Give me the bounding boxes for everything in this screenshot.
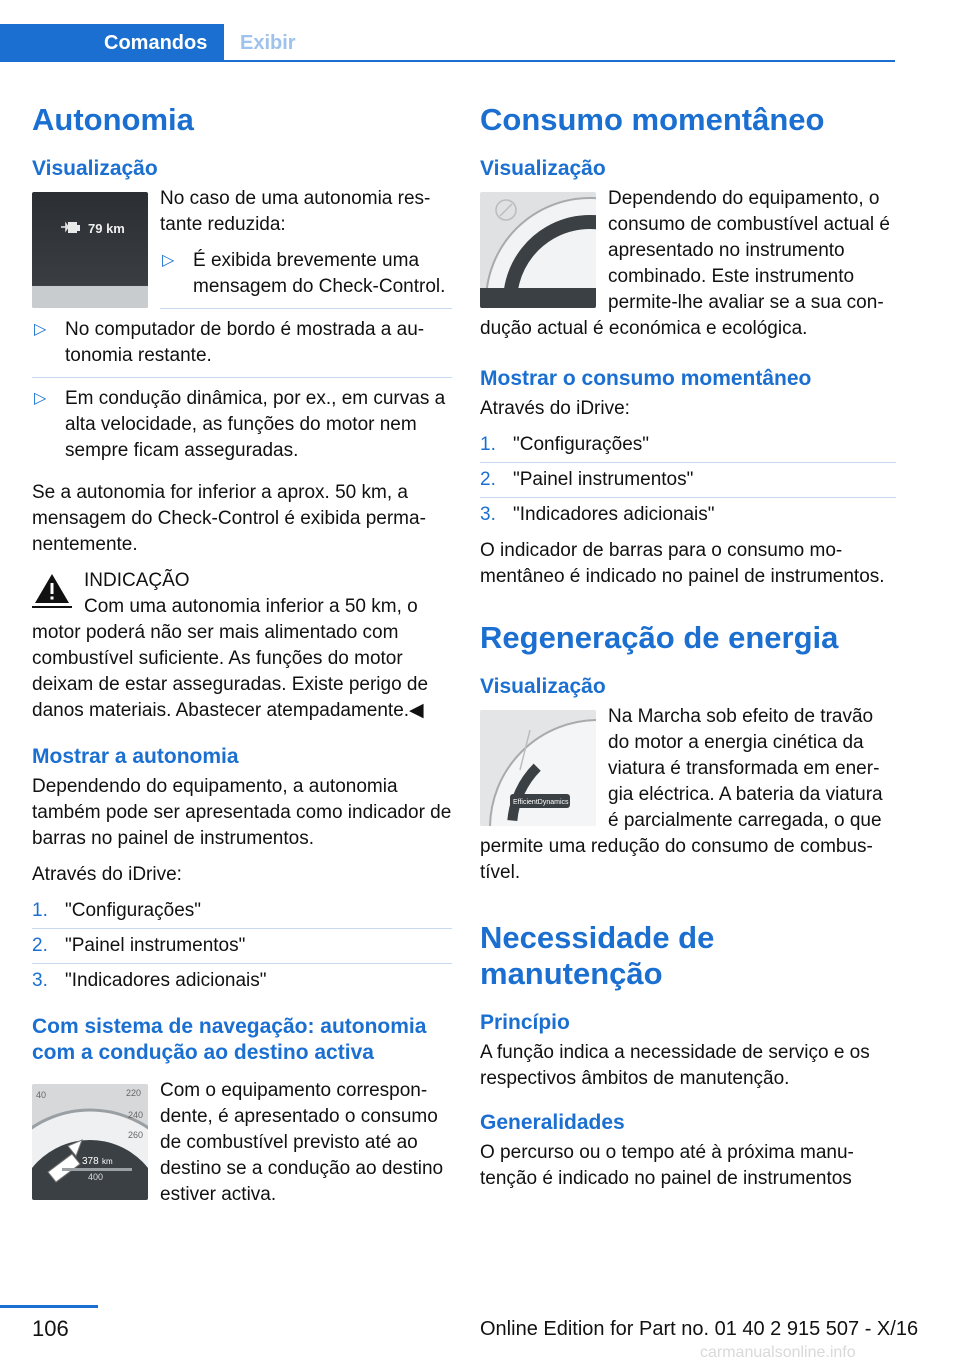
heading-visualizacao: Visualização <box>32 157 158 180</box>
watermark: carmanualsonline.info <box>700 1344 856 1361</box>
consumo-figure-row <box>480 186 896 342</box>
edition-note: Online Edition for Part no. 01 40 2 915 507 - X/16 <box>480 1318 919 1340</box>
tab-comandos[interactable]: Comandos <box>0 24 224 62</box>
generalidades-text: O percurso ou o tempo até à próxima manutenção é indicado no painel de instrumentos <box>480 1142 854 1189</box>
heading-generalidades: Generalidades <box>480 1111 625 1134</box>
range-value: 79 km <box>88 221 125 236</box>
navegacao-text: Com o equipamento correspondente, é apresentado o consumo de combustível previsto até ao destino se a condução ao destino estiver activa. <box>160 1080 444 1205</box>
svg-text:378: 378 <box>82 1156 99 1167</box>
section-title-manutencao: Necessidade de manutenção <box>480 920 715 991</box>
gauge-label: EfficientDynamics <box>513 799 569 806</box>
list-item: 2. "Painel instrumentos" <box>480 467 896 498</box>
section-title-consumo: Consumo momentâneo <box>480 102 825 137</box>
svg-text:40: 40 <box>36 1090 47 1100</box>
autonomia-figure-row <box>32 186 452 317</box>
svg-text:400: 400 <box>88 1172 104 1182</box>
triangle-right-icon: ▷ <box>34 321 47 338</box>
regeneration-gauge-image <box>480 710 596 826</box>
warning-note <box>32 568 452 724</box>
mostrar-steps <box>32 898 452 998</box>
heading-visualizacao: Visualização <box>480 157 606 180</box>
range-display-image <box>32 192 148 308</box>
consumption-gauge-image <box>480 192 596 308</box>
warning-title: INDICAÇÃO <box>84 570 190 591</box>
svg-text:240: 240 <box>128 1110 144 1120</box>
header-rule <box>224 60 895 62</box>
bullet-text: Em condução dinâmica, por ex., em curvas a alta velocidade, as funções do motor nem sempre ficam asseguradas. <box>65 388 446 461</box>
triangle-right-icon: ▷ <box>162 252 175 269</box>
svg-text:220: 220 <box>126 1088 142 1098</box>
triangle-right-icon: ▷ <box>34 390 47 407</box>
mostrar-via: Através do iDrive: <box>32 864 182 885</box>
list-item <box>32 317 452 378</box>
regeneracao-figure-row <box>480 704 896 886</box>
consumo-steps <box>480 432 896 532</box>
right-column <box>480 96 896 1202</box>
footer-rule <box>0 1305 98 1308</box>
tab-exibir[interactable]: Exibir <box>240 32 296 54</box>
list-item: 3. "Indicadores adicionais" <box>480 504 715 525</box>
svg-text:km: km <box>102 1157 113 1166</box>
bullet-text: No computador de bordo é mostrada a autonomia restante. <box>65 319 425 366</box>
section-title-autonomia: Autonomia <box>32 102 194 137</box>
navegacao-figure-row <box>32 1070 452 1218</box>
svg-text:260: 260 <box>128 1130 144 1140</box>
section-title-regeneracao: Regeneração de energia <box>480 620 839 655</box>
autonomia-bullets-a <box>160 248 452 309</box>
regeneracao-text: Na Marcha sob efeito de travão do motor a energia cinética da viatura é transformada em energia eléctrica. A bateria da viatura é parcialmente carregada, o que permite uma redução do consumo de combustível. <box>480 706 883 883</box>
list-item: 3. "Indicadores adicionais" <box>32 970 267 991</box>
page-number: 106 <box>32 1316 69 1341</box>
page-header <box>0 0 895 62</box>
bullet-text: É exibida brevemente uma mensagem do Check-Control. <box>193 250 446 297</box>
autonomia-para: Se a autonomia for inferior a aprox. 50 km, a mensagem do Check-Control é exibida permanentemente. <box>32 482 426 555</box>
nav-gauge-image <box>32 1084 148 1200</box>
list-item: 1. "Configurações" <box>32 898 452 929</box>
consumo-text: Dependendo do equipamento, o consumo de combustível actual é apresentado no instrumento combinado. Este instrumento permite-lhe avaliar se a sua condução actual é económica e ecológica. <box>480 188 890 339</box>
left-column <box>32 96 452 1218</box>
principio-text: A função indica a necessidade de serviço e os respectivos âmbitos de manutenção. <box>480 1042 870 1089</box>
list-item: 1. "Configurações" <box>480 432 896 463</box>
heading-navegacao: Com sistema de navegação: autonomia com a condução ao destino activa <box>32 1015 427 1064</box>
list-item <box>160 248 452 309</box>
list-item <box>32 386 452 472</box>
consumo-after: O indicador de barras para o consumo momentâneo é indicado no painel de instrumentos. <box>480 540 885 587</box>
mostrar-text: Dependendo do equipamento, a autonomia também pode ser apresentada como indicador de barras no painel de instrumentos. <box>32 776 452 849</box>
warning-text: Com uma autonomia inferior a 50 km, o motor poderá não ser mais alimentado com combustível suficiente. As funções do motor deixam de estar asseguradas. Existe perigo de danos materiais. Abastecer atempadamente.◀ <box>32 596 429 721</box>
heading-visualizacao: Visualização <box>480 675 606 698</box>
heading-mostrar-consumo: Mostrar o consumo momentâneo <box>480 367 812 390</box>
autonomia-bullets-b <box>32 317 452 472</box>
heading-mostrar-autonomia: Mostrar a autonomia <box>32 745 239 768</box>
heading-principio: Princípio <box>480 1011 570 1034</box>
warning-triangle-icon <box>32 570 72 608</box>
autonomia-intro: No caso de uma autonomia restante reduzida: <box>160 188 431 235</box>
consumo-via: Através do iDrive: <box>480 398 630 419</box>
list-item: 2. "Painel instrumentos" <box>32 933 452 964</box>
